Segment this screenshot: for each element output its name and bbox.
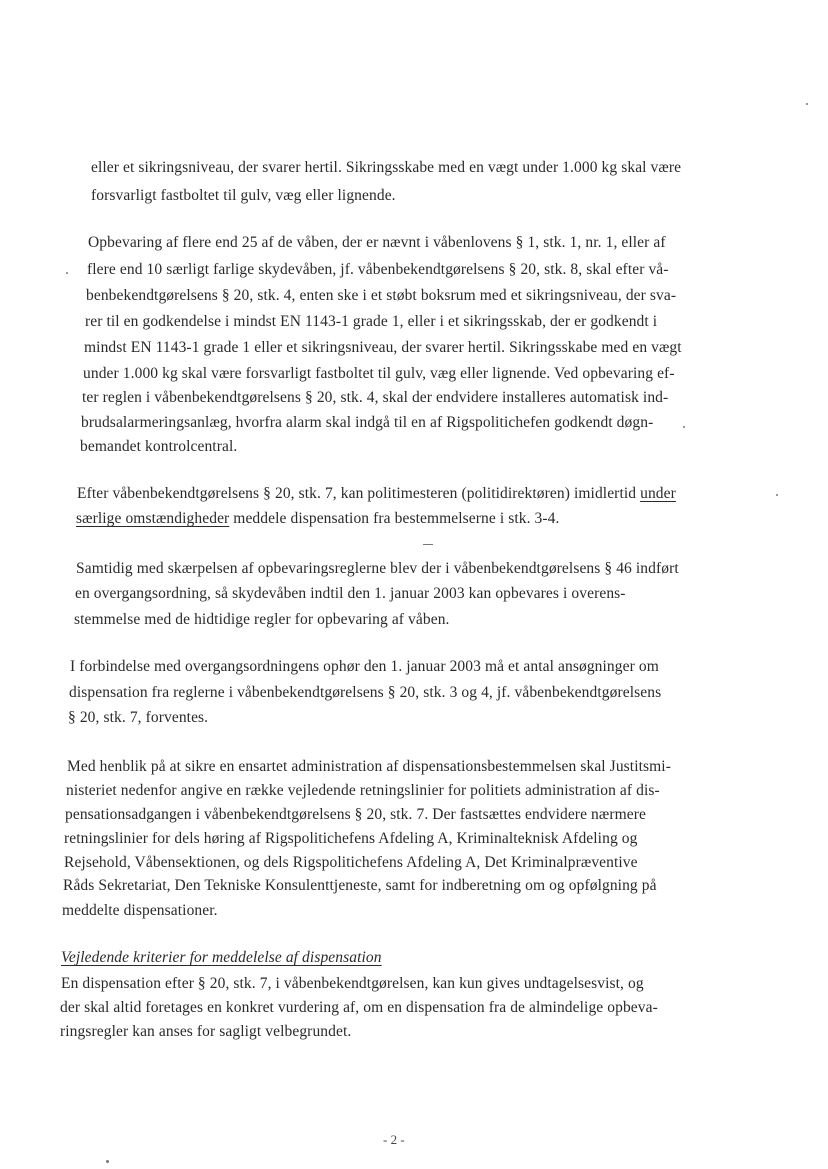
text-line: En dispensation efter § 20, stk. 7, i våbenbekendtgørelsen, kan kun gives undtagelsesvist, og — [61, 975, 644, 992]
text-line: I forbindelse med overgangsordningens ophør den 1. januar 2003 må et antal ansøgninger om — [70, 658, 659, 675]
text-line: mindst EN 1143-1 grade 1 eller et sikringsniveau, der svarer hertil. Sikringsskabe med en vægt — [84, 339, 682, 356]
text-segment: meddele dispensation fra bestemmelserne i stk. 3-4. — [229, 510, 560, 527]
text-line: flere end 10 særligt farlige skydevåben, jf. våbenbekendtgørelsens § 20, stk. 8, skal efter vå- — [87, 261, 669, 278]
text-line: ter reglen i våbenbekendtgørelsens § 20, stk. 4, skal der endvidere installeres automatisk ind- — [82, 389, 669, 406]
underlined-text: særlige omstændigheder — [76, 510, 230, 527]
text-line: Med henblik på at sikre en ensartet administration af dispensationsbestemmelsen skal Justitsmi- — [67, 758, 671, 775]
text-line: meddelte dispensationer. — [62, 902, 218, 919]
scan-speck — [806, 103, 808, 105]
section-heading: Vejledende kriterier for meddelelse af dispensation — [61, 949, 382, 966]
text-line: Råds Sekretariat, Den Tekniske Konsulenttjeneste, samt for indberetning om og opfølgning på — [63, 877, 657, 894]
text-line: forsvarligt fastboltet til gulv, væg eller lignende. — [91, 187, 396, 204]
text-segment: Efter våbenbekendtgørelsens § 20, stk. 7, kan politimesteren (politidirektøren) imidlertid — [77, 485, 641, 502]
text-line: nisteriet nedenfor angive en række vejledende retningslinier for politiets administration af dis- — [66, 782, 660, 799]
text-line: brudsalarmeringsanlæg, hvorfra alarm skal indgå til en af Rigspolitichefen godkendt døgn- — [81, 414, 654, 431]
text-line: en overgangsordning, så skydevåben indtil den 1. januar 2003 kan opbevares i overens- — [75, 585, 626, 602]
text-line: rer til en godkendelse i mindst EN 1143-1 grade 1, eller i et sikringsskab, der er godkendt i — [85, 313, 658, 330]
text-line: stemmelse med de hidtidige regler for opbevaring af våben. — [74, 611, 450, 628]
text-line: der skal altid foretages en konkret vurdering af, om en dispensation fra de almindelige opbeva- — [60, 999, 658, 1016]
text-line: benbekendtgørelsens § 20, stk. 4, enten ske i et støbt boksrum med et sikringsniveau, der sva- — [86, 287, 677, 304]
text-line: § 20, stk. 7, forventes. — [68, 709, 209, 726]
scan-speck — [683, 426, 685, 428]
text-line: under 1.000 kg skal være forsvarligt fastboltet til gulv, væg eller lignende. Ved opbevaring ef- — [83, 365, 675, 382]
text-line — [76, 509, 560, 529]
text-line: Opbevaring af flere end 25 af de våben, der er nævnt i våbenlovens § 1, stk. 1, nr. 1, eller af — [88, 234, 666, 251]
text-line — [77, 484, 676, 504]
text-line: dispensation fra reglerne i våbenbekendtgørelsens § 20, stk. 3 og 4, jf. våbenbekendtgørelsens — [69, 684, 662, 701]
scan-speck — [423, 544, 433, 545]
text-line: bemandet kontrolcentral. — [80, 438, 238, 455]
text-line: retningslinier for dels høring af Rigspolitichefens Afdeling A, Kriminalteknisk Afdeling og — [64, 830, 638, 847]
underlined-text: under — [640, 485, 676, 502]
text-line: Samtidig med skærpelsen af opbevaringsreglerne blev der i våbenbekendtgørelsens § 46 indført — [76, 560, 679, 577]
page-number: - 2 - — [383, 1132, 405, 1147]
text-line: eller et sikringsniveau, der svarer hertil. Sikringsskabe med en vægt under 1.000 kg skal være — [91, 159, 682, 176]
scan-speck — [66, 272, 68, 274]
text-line: Rejsehold, Våbensektionen, og dels Rigspolitichefens Afdeling A, Det Kriminalpræventive — [64, 854, 638, 871]
text-line: ringsregler kan anses for sagligt velbegrundet. — [60, 1023, 352, 1040]
scan-speck — [776, 494, 778, 496]
scan-speck — [106, 1160, 109, 1163]
text-line: pensationsadgangen i våbenbekendtgørelsens § 20, stk. 7. Der fastsættes endvidere nærmere — [65, 806, 646, 823]
